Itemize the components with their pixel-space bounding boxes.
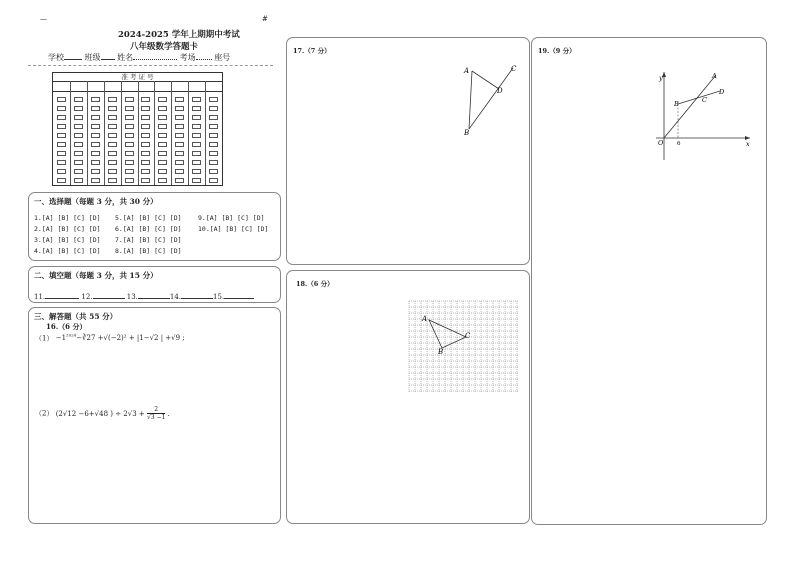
ticket-bubble[interactable] <box>141 106 150 111</box>
ticket-bubble[interactable] <box>158 151 167 156</box>
ticket-bubble[interactable] <box>141 178 150 183</box>
mc-options[interactable]: [A] [B] [C] [D] <box>209 225 269 233</box>
ticket-bubble[interactable] <box>158 142 167 147</box>
q19-line-BD <box>678 91 720 104</box>
ticket-bubble[interactable] <box>108 160 117 165</box>
ticket-number-grid <box>52 72 223 186</box>
q16-part2-prefix: （2） <box>35 409 54 418</box>
q16-part2 <box>35 406 170 421</box>
blank-label-14: 14. <box>169 293 182 301</box>
q19-point-C: C <box>702 96 707 104</box>
q19-label-y: y <box>659 74 663 82</box>
ticket-bubble[interactable] <box>108 142 117 147</box>
ticket-bubble[interactable] <box>57 160 66 165</box>
ticket-bubble[interactable] <box>209 106 218 111</box>
q16-part2-formula: (2√12 −6+√48 ) ÷ 2√3 + $\frac{2}{√3 -1}$ . <box>55 406 170 421</box>
blank-label-13: 13. <box>126 293 138 301</box>
ticket-bubble[interactable] <box>91 97 100 102</box>
ticket-bubble[interactable] <box>57 151 66 156</box>
ticket-bubble[interactable] <box>74 115 83 120</box>
answer-sheet-title: 八年级数学答题卡 <box>130 42 199 52</box>
ticket-bubble[interactable] <box>209 115 218 120</box>
ticket-bubble[interactable] <box>175 97 184 102</box>
q19-label-x: x <box>746 140 750 148</box>
ticket-bubble[interactable] <box>141 151 150 156</box>
ticket-bubble[interactable] <box>57 97 66 102</box>
ticket-bubble[interactable] <box>91 133 100 138</box>
mc-question-7[interactable] <box>115 236 182 244</box>
mc-options[interactable]: [A] [B] [C] [D] <box>41 236 101 244</box>
mc-options[interactable]: [A] [B] [C] [D] <box>122 247 182 255</box>
section2-title: 二、填空题（每题 3 分，共 15 分） <box>34 271 158 280</box>
mc-options[interactable]: [A] [B] [C] [D] <box>122 225 182 233</box>
q18-figure <box>287 271 529 523</box>
ticket-bubble[interactable] <box>158 115 167 120</box>
blank-14[interactable] <box>181 291 213 299</box>
ticket-bubble[interactable] <box>108 124 117 129</box>
q19-point-D: D <box>719 88 725 96</box>
ticket-bubble[interactable] <box>175 160 184 165</box>
mc-question-9[interactable] <box>198 214 265 222</box>
ticket-bubble[interactable] <box>175 151 184 156</box>
mc-number: 7. <box>115 236 123 244</box>
exam-title: 2024-2025 学年上期期中考试 <box>118 30 240 40</box>
ticket-bubble[interactable] <box>57 124 66 129</box>
ticket-column-divider <box>121 81 122 185</box>
mc-question-6[interactable] <box>115 225 182 233</box>
ticket-bubble[interactable] <box>74 124 83 129</box>
blank-12[interactable] <box>93 291 125 299</box>
ticket-bubble[interactable] <box>74 178 83 183</box>
q17-label: 17.（7 分） <box>293 47 331 55</box>
ticket-bubble[interactable] <box>91 151 100 156</box>
ticket-bubble[interactable] <box>74 97 83 102</box>
ticket-bubble[interactable] <box>192 106 201 111</box>
blank-label-15: 15. <box>213 293 225 301</box>
q16-part1-prefix: （1） <box>35 334 54 343</box>
ticket-bubble[interactable] <box>175 142 184 147</box>
q17-point-A: A <box>464 67 470 75</box>
ticket-bubble[interactable] <box>158 106 167 111</box>
mc-options[interactable]: [A] [B] [C] [D] <box>41 214 101 222</box>
section-solutions <box>28 307 281 524</box>
ticket-bubble[interactable] <box>209 142 218 147</box>
ticket-label: 准 考 证 号 <box>121 73 154 81</box>
ticket-bubble[interactable] <box>91 178 100 183</box>
ticket-bubble[interactable] <box>108 133 117 138</box>
q16-part1 <box>35 333 185 343</box>
ticket-bubble[interactable] <box>141 133 150 138</box>
blank-label-11: 11. <box>34 293 46 301</box>
mc-number: 2. <box>34 225 42 233</box>
ticket-bubble[interactable] <box>209 124 218 129</box>
seat-label: 座号 <box>214 53 231 62</box>
ticket-bubble[interactable] <box>108 169 117 174</box>
mc-number: 6. <box>115 225 123 233</box>
mc-options[interactable]: [A] [B] [C] [D] <box>205 214 265 222</box>
ticket-bubble[interactable] <box>175 133 184 138</box>
mc-number: 1. <box>34 214 42 222</box>
q17-point-C: C <box>511 65 517 73</box>
mc-number: 8. <box>115 247 123 255</box>
ticket-bubble[interactable] <box>158 133 167 138</box>
question-17-box <box>286 37 530 265</box>
ticket-bubble[interactable] <box>91 106 100 111</box>
ticket-bubble[interactable] <box>57 169 66 174</box>
question-18-box <box>286 270 530 524</box>
ticket-bubble[interactable] <box>125 169 134 174</box>
mc-number: 9. <box>198 214 206 222</box>
ticket-bubble[interactable] <box>125 178 134 183</box>
q18-point-A: A <box>422 315 428 323</box>
ticket-bubble[interactable] <box>74 151 83 156</box>
ticket-column-divider <box>104 81 105 185</box>
ticket-bubble[interactable] <box>108 151 117 156</box>
blank-label-12: 12. <box>81 293 93 301</box>
q19-tick-6: 6 <box>677 141 681 147</box>
ticket-column-divider <box>154 81 155 185</box>
ticket-bubble[interactable] <box>141 169 150 174</box>
mc-number: 5. <box>115 214 123 222</box>
corner-mark-right: # <box>262 15 268 23</box>
ticket-bubble[interactable] <box>57 115 66 120</box>
q17-segment-BC <box>469 68 513 129</box>
ticket-bubble[interactable] <box>57 178 66 183</box>
ticket-bubble[interactable] <box>192 115 201 120</box>
ticket-bubble[interactable] <box>158 160 167 165</box>
blank-13[interactable] <box>138 291 170 299</box>
mc-number: 10. <box>198 225 210 233</box>
ticket-bubble[interactable] <box>74 142 83 147</box>
mc-question-5[interactable] <box>115 214 182 222</box>
ticket-bubble[interactable] <box>158 178 167 183</box>
ticket-bubble[interactable] <box>141 160 150 165</box>
blank-15[interactable] <box>224 291 254 299</box>
exam-room-label: 考场 <box>179 53 196 62</box>
blank-11[interactable] <box>45 291 79 299</box>
q19-point-B: B <box>674 100 679 108</box>
ticket-bubble[interactable] <box>209 151 218 156</box>
section1-title: 一、选择题（每题 3 分，共 30 分） <box>34 197 158 206</box>
q19-figure <box>532 38 766 524</box>
ticket-bubble[interactable] <box>192 97 201 102</box>
q16-label: 16.（6 分） <box>46 322 87 331</box>
ticket-bubble[interactable] <box>74 169 83 174</box>
q17-figure <box>287 38 529 264</box>
ticket-bubble[interactable] <box>175 169 184 174</box>
ticket-bubble[interactable] <box>158 169 167 174</box>
ticket-bubble[interactable] <box>141 124 150 129</box>
ticket-bubble[interactable] <box>108 115 117 120</box>
ticket-bubble[interactable] <box>57 133 66 138</box>
ticket-bubble[interactable] <box>192 169 201 174</box>
section-multiple-choice <box>28 192 281 261</box>
ticket-bubble[interactable] <box>74 160 83 165</box>
mc-question-4[interactable] <box>34 247 101 255</box>
ticket-bubble[interactable] <box>74 133 83 138</box>
mc-options[interactable]: [A] [B] [C] [D] <box>122 236 182 244</box>
section3-title: 三、解答题（共 55 分） <box>34 312 118 321</box>
ticket-bubble[interactable] <box>192 133 201 138</box>
ticket-bubble[interactable] <box>125 151 134 156</box>
info-row <box>48 52 230 63</box>
ticket-bubble[interactable] <box>74 106 83 111</box>
mc-options[interactable]: [A] [B] [C] [D] <box>41 247 101 255</box>
ticket-bubble[interactable] <box>125 142 134 147</box>
ticket-bubble[interactable] <box>108 178 117 183</box>
ticket-bubble[interactable] <box>125 115 134 120</box>
ticket-bubble[interactable] <box>209 178 218 183</box>
ticket-bubble[interactable] <box>125 124 134 129</box>
school-label: 学校 <box>48 53 64 62</box>
mc-question-2[interactable] <box>34 225 101 233</box>
ticket-bubble[interactable] <box>91 169 100 174</box>
ticket-bubble[interactable] <box>125 160 134 165</box>
ticket-bubble[interactable] <box>209 160 218 165</box>
ticket-bubble[interactable] <box>175 178 184 183</box>
ticket-bubble[interactable] <box>141 115 150 120</box>
q17-segment-AD <box>472 71 499 89</box>
q18-point-C: C <box>465 332 471 340</box>
corner-mark-left: — <box>40 15 47 23</box>
ticket-bubble[interactable] <box>91 160 100 165</box>
ticket-bubble[interactable] <box>192 142 201 147</box>
ticket-bubble[interactable] <box>125 133 134 138</box>
q19-label: 19.（9 分） <box>538 47 576 55</box>
ticket-bubble[interactable] <box>125 97 134 102</box>
mc-question-3[interactable] <box>34 236 101 244</box>
q19-point-O: O <box>658 139 664 147</box>
ticket-bubble[interactable] <box>108 106 117 111</box>
mc-options[interactable]: [A] [B] [C] [D] <box>122 214 182 222</box>
q16-part1-formula: $-1^{2024}-∛27 +√(-2)^2 + |1-√2$ | +√9 ; <box>55 333 185 343</box>
ticket-bubble[interactable] <box>158 97 167 102</box>
ticket-column-divider <box>205 81 206 185</box>
ticket-bubble[interactable] <box>209 133 218 138</box>
ticket-bubble[interactable] <box>57 142 66 147</box>
ticket-bubble[interactable] <box>91 142 100 147</box>
mc-question-10[interactable] <box>198 225 268 233</box>
q17-point-D: D <box>497 87 503 95</box>
ticket-bubble[interactable] <box>175 106 184 111</box>
ticket-bubble[interactable] <box>209 169 218 174</box>
header-divider <box>28 65 273 66</box>
ticket-bubble[interactable] <box>192 124 201 129</box>
ticket-bubble[interactable] <box>192 178 201 183</box>
ticket-bubble[interactable] <box>209 97 218 102</box>
mc-question-1[interactable] <box>34 214 101 222</box>
name-label: 姓名 <box>117 53 134 62</box>
ticket-bubble[interactable] <box>141 142 150 147</box>
q19-line-OA <box>664 75 716 138</box>
ticket-bubble[interactable] <box>192 160 201 165</box>
class-label: 班级 <box>84 53 101 62</box>
ticket-bubble[interactable] <box>91 124 100 129</box>
ticket-bubble[interactable] <box>91 115 100 120</box>
q18-label: 18.（6 分） <box>296 280 334 288</box>
mc-number: 4. <box>34 247 42 255</box>
ticket-bubble[interactable] <box>158 124 167 129</box>
ticket-column-divider <box>70 81 71 185</box>
section-fill-in <box>28 266 281 303</box>
fill-blanks-row <box>34 291 254 301</box>
ticket-bubble[interactable] <box>175 115 184 120</box>
q17-point-B: B <box>464 129 470 137</box>
ticket-bubble[interactable] <box>125 106 134 111</box>
ticket-column-divider <box>138 81 139 185</box>
ticket-bubble[interactable] <box>141 97 150 102</box>
ticket-column-divider <box>171 81 172 185</box>
q18-point-B: B <box>438 348 444 356</box>
ticket-column-divider <box>188 81 189 185</box>
ticket-column-divider <box>87 81 88 185</box>
mc-options[interactable]: [A] [B] [C] [D] <box>41 225 101 233</box>
ticket-bubble[interactable] <box>175 124 184 129</box>
mc-number: 3. <box>34 236 42 244</box>
question-19-box <box>531 37 767 525</box>
q18-triangle-ABC <box>429 320 466 348</box>
ticket-bubble[interactable] <box>192 151 201 156</box>
q17-segment-AB <box>469 71 472 129</box>
ticket-bubble[interactable] <box>57 106 66 111</box>
q19-point-A: A <box>712 72 717 80</box>
ticket-bubble[interactable] <box>108 97 117 102</box>
mc-question-8[interactable] <box>115 247 182 255</box>
